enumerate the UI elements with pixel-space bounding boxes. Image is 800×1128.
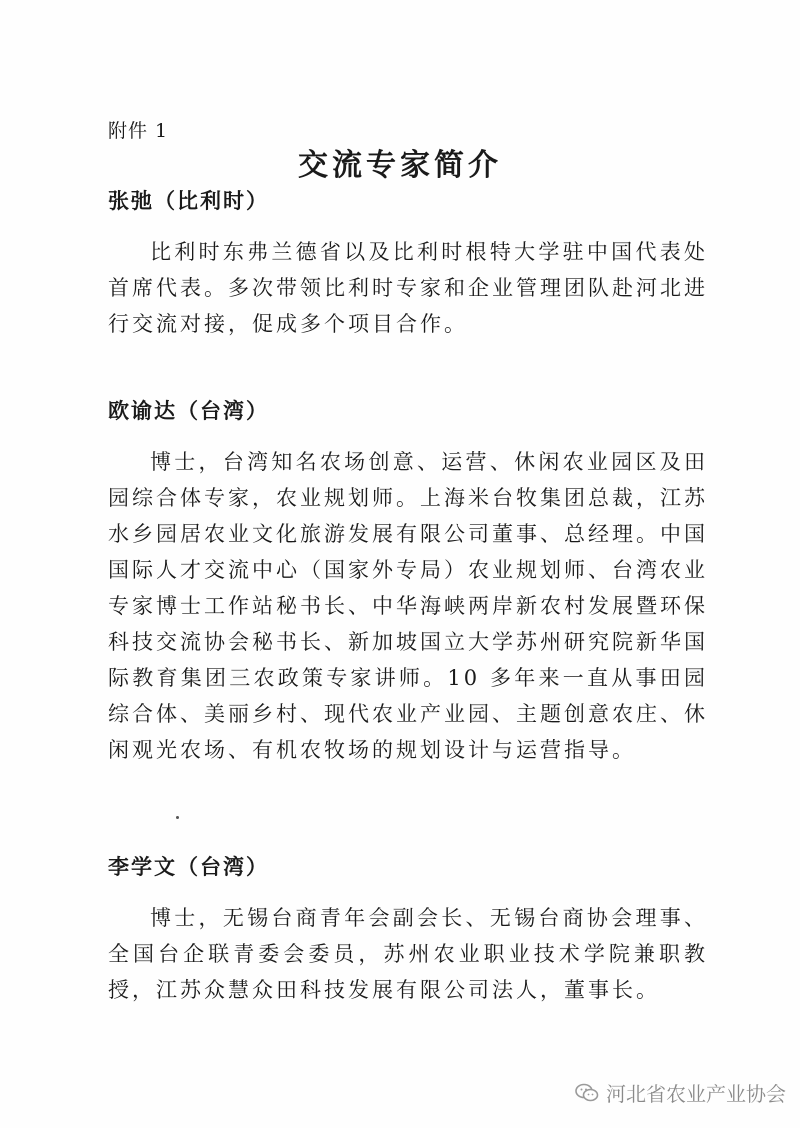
expert-name: 欧谕达（台湾） bbox=[108, 398, 269, 423]
expert-section bbox=[108, 852, 708, 1008]
watermark-text: 河北省农业产业协会 bbox=[606, 1082, 786, 1106]
wechat-icon bbox=[574, 1080, 600, 1106]
expert-bio: 比利时东弗兰德省以及比利时根特大学驻中国代表处首席代表。多次带领比利时专家和企业管理团队赴河北进行交流对接，促成多个项目合作。 bbox=[108, 240, 708, 336]
page-title: 交流专家简介 bbox=[298, 148, 502, 183]
watermark bbox=[574, 1078, 786, 1107]
expert-bio: 博士，台湾知名农场创意、运营、休闲农业园区及田园综合体专家，农业规划师。上海米台牧集团总裁，江苏水乡园居农业文化旅游发展有限公司董事、总经理。中国国际人才交流中心（国家外专局）农业规划师、台湾农业专家博士工作站秘书长、中华海峡两岸新农村发展暨环保科技交流协会秘书长、新加坡国立大学苏州研究院新华国际教育集团三农政策专家讲师。10 多年来一直从事田园综合体、美丽乡村、现代农业产业园、主题创意农庄、休闲观光农场、有机农牧场的规划设计与运营指导。 bbox=[108, 450, 708, 762]
expert-name: 李学文（台湾） bbox=[108, 854, 269, 879]
expert-name: 张弛（比利时） bbox=[108, 188, 269, 213]
expert-bio: 博士，无锡台商青年会副会长、无锡台商协会理事、全国台企联青委会委员，苏州农业职业技术学院兼职教授，江苏众慧众田科技发展有限公司法人，董事长。 bbox=[108, 906, 708, 1002]
scan-speck bbox=[176, 816, 179, 819]
expert-section bbox=[108, 396, 708, 768]
expert-section bbox=[108, 186, 708, 342]
attachment-label: 附件 1 bbox=[108, 120, 169, 142]
